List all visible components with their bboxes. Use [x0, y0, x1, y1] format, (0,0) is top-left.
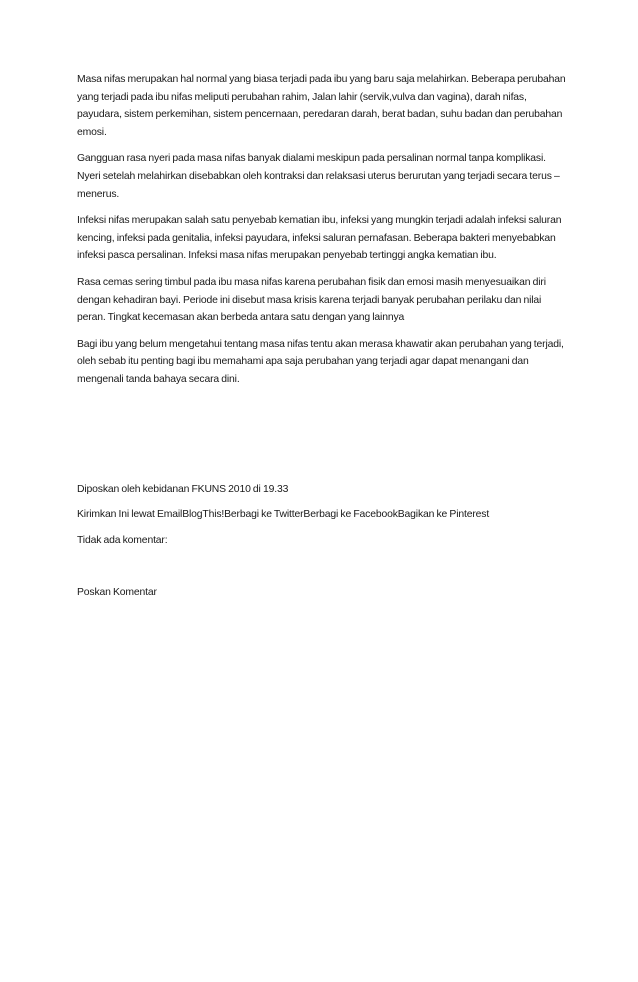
blank-space — [77, 549, 567, 584]
comments-count: Tidak ada komentar: — [77, 534, 168, 546]
paragraph-infection: Infeksi nifas merupakan salah satu penyebab kematian ibu, infeksi yang mungkin terjadi adalah infeksi saluran kencing, infeksi pada genitalia, infeksi payudara, infeksi saluran pernafasan. Beberapa bakteri menyebabkan infeksi pasca persalinan. Infeksi masa nifas merupakan penyebab tertinggi angka kematian ibu. — [77, 215, 562, 262]
share-links[interactable]: Kirimkan Ini lewat EmailBlogThis!Berbagi ke TwitterBerbagi ke FacebookBagikan ke Pinterest — [77, 509, 490, 521]
paragraph-postpartum-intro: Masa nifas merupakan hal normal yang biasa terjadi pada ibu yang baru saja melahirkan. Beberapa perubahan yang terjadi pada ibu nifas meliputi perubahan rahim, Jalan lahir (servik,vulva dan vagina), darah nifas, payudara, sistem perkemihan, sistem pencernaan, peredaran darah, berat badan, suhu badan dan perubahan emosi. — [77, 74, 566, 138]
post-author-line: Diposkan oleh kebidanan FKUNS 2010 di 19.33 — [77, 483, 289, 495]
article-body — [77, 71, 567, 602]
blank-space — [77, 389, 567, 481]
post-comment-link[interactable]: Poskan Komentar — [77, 587, 157, 599]
paragraph-pain: Gangguan rasa nyeri pada masa nifas banyak dialami meskipun pada persalinan normal tanpa komplikasi. Nyeri setelah melahirkan disebabkan oleh kontraksi dan relaksasi uterus berurutan yang terjadi secara terus – menerus. — [77, 153, 560, 200]
paragraph-awareness: Bagi ibu yang belum mengetahui tentang masa nifas tentu akan merasa khawatir akan perubahan yang terjadi, oleh sebab itu penting bagi ibu memahami apa saja perubahan yang terjadi agar dapat menangani dan mengenali tanda bahaya secara dini. — [77, 338, 564, 385]
paragraph-anxiety: Rasa cemas sering timbul pada ibu masa nifas karena perubahan fisik dan emosi masih menyesuaikan diri dengan kehadiran bayi. Periode ini disebut masa krisis karena terjadi banyak perubahan perilaku dan nilai peran. Tingkat kecemasan akan berbeda antara satu dengan yang lainnya — [77, 276, 546, 324]
